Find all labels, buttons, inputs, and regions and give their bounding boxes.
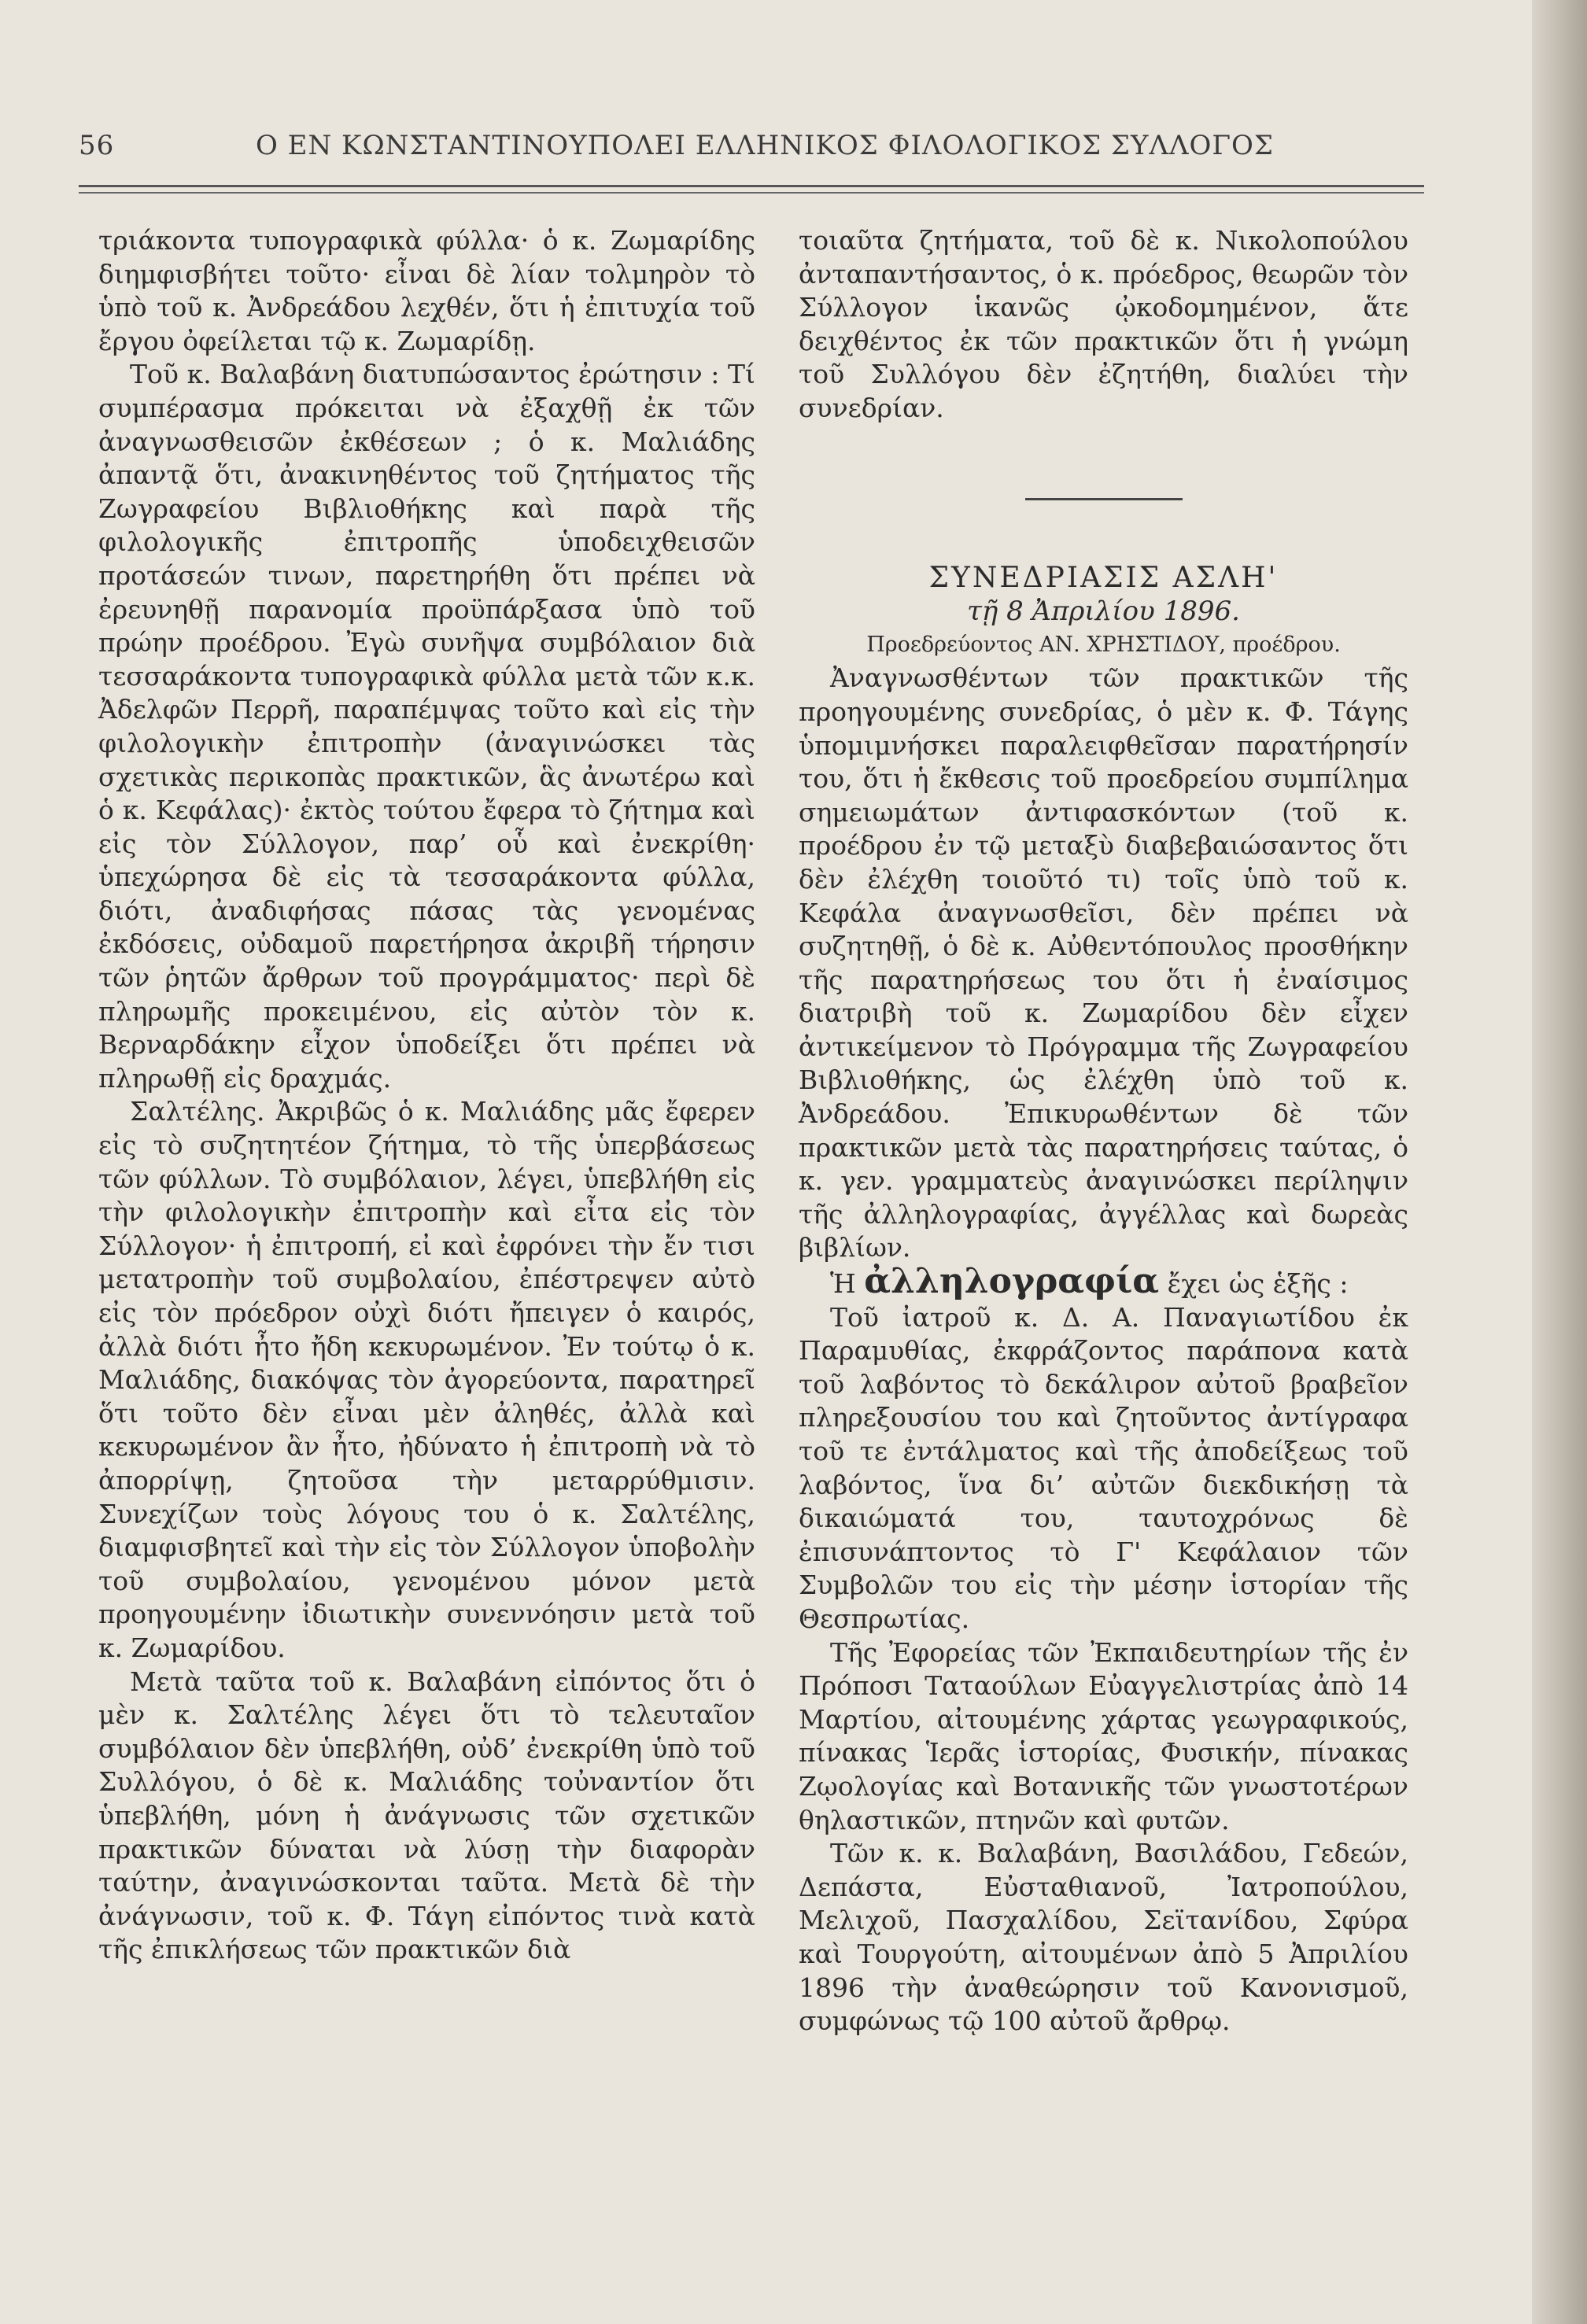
page-edge-shadow	[1532, 0, 1587, 2324]
letter-item: Τῶν κ. κ. Βαλαβάνη, Βασιλάδου, Γεδεών, Δεπάστα, Εὐσταθιανοῦ, Ἰατροπούλου, Μελιχοῦ, Πασχαλίδου, Σεϊτανίδου, Σφύρα καὶ Τουργούτη, αἰτουμένων ἀπὸ 5 Ἀπριλίου 1896 τὴν ἀναθεώρησιν τοῦ Κανονισμοῦ, συμφώνως τῷ 100 αὐτοῦ ἄρθρῳ.	[799, 1838, 1408, 2037]
left-paragraph-3: Σαλτέλης. Ἀκριβῶς ὁ κ. Μαλιάδης μᾶς ἔφερεν εἰς τὸ συζητητέον ζήτημα, τὸ τῆς ὑπερβάσεως τῶν φύλλων. Τὸ συμβόλαιον, λέγει, ὑπεβλήθη εἰς τὴν φιλολογικὴν ἐπιτροπὴν καὶ εἶτα εἰς τὸν Σύλλογον· ἡ ἐπιτροπή, εἰ καὶ ἐφρόνει τὴν ἔν τισι μετατροπὴν τοῦ συμβολαίου, ἐπέστρεψεν αὐτὸ εἰς τὸν πρόεδρον οὐχὶ διότι ἤπειγεν ὁ καιρός, ἀλλὰ διότι ἦτο ἤδη κεκυρωμένον. Ἐν τούτῳ ὁ κ. Μαλιάδης, διακόψας τὸν ἀγορεύοντα, παρατηρεῖ ὅτι τοῦτο δὲν εἶναι μὲν ἀληθές, ἀλλὰ καὶ κεκυρωμένον ἂν ἦτο, ἠδύνατο ἡ ἐπιτροπὴ νὰ τὸ ἀπορρίψῃ, ζητοῦσα τὴν μεταρρύθμισιν. Συνεχίζων τοὺς λόγους του ὁ κ. Σαλτέλης, διαμφισβητεῖ καὶ τὴν εἰς τὸν Σύλλογον ὑποβολὴν τοῦ συμβολαίου, γενομένου μόνον μετὰ προηγουμένην ἰδιωτικὴν συνεννόησιν μετὰ τοῦ κ. Ζωμαρίδου.	[98, 1096, 755, 1663]
left-paragraph-2: Τοῦ κ. Βαλαβάνη διατυπώσαντος ἐρώτησιν : Τί συμπέρασμα πρόκειται νὰ ἐξαχθῇ ἐκ τῶν ἀναγνωσθεισῶν ἐκθέσεων ; ὁ κ. Μαλιάδης ἀπαντᾷ ὅτι, ἀνακινηθέντος τοῦ ζητήματος τῆς Ζωγραφείου Βιβλιοθήκης καὶ παρὰ τῆς φιλολογικῆς ἐπιτροπῆς ὑποδειχθεισῶν προτάσεών τινων, παρετηρήθη ὅτι πρέπει νὰ ἐρευνηθῇ παρανομία προϋπάρξασα ὑπὸ τοῦ πρώην προέδρου. Ἐγὼ συνῆψα συμβόλαιον διὰ τεσσαράκοντα τυπογραφικὰ φύλλα μετὰ τῶν κ.κ. Ἀδελφῶν Περρῆ, παραπέμψας τοῦτο καὶ εἰς τὴν φιλολογικὴν ἐπιτροπὴν (ἀναγινώσκει τὰς σχετικὰς περικοπὰς πρακτικῶν, ἃς ἀνωτέρω καὶ ὁ κ. Κεφάλας)· ἐκτὸς τούτου ἔφερα τὸ ζήτημα καὶ εἰς τὸν Σύλλογον, παρ’ οὗ καὶ ἐνεκρίθη· ὑπεχώρησα δὲ εἰς τὰ τεσσαράκοντα φύλλα, διότι, ἀναδιφήσας πάσας τὰς γενομένας ἐκδόσεις, οὐδαμοῦ παρετήρησα ἀκριβῆ τήρησιν τῶν ῥητῶν ἄρθρων τοῦ προγράμματος· περὶ δὲ πληρωμῆς προκειμένου, εἰς αὐτὸν τὸν κ. Βερναρδάκην εἶχον ὑποδείξει ὅτι πρέπει νὰ πληρωθῇ εἰς δραχμάς.	[98, 359, 755, 1094]
header-rule-secondary	[79, 192, 1424, 194]
minutes-paragraph: Ἀναγνωσθέντων τῶν πρακτικῶν τῆς προηγουμένης συνεδρίας, ὁ μὲν κ. Φ. Τάγης ὑπομιμνήσκει παραλειφθεῖσαν παρατήρησίν του, ὅτι ἡ ἔκθεσις τοῦ προεδρείου συμπίλημα σημειωμάτων ἀντιφασκόντων (τοῦ κ. προέδρου ἐν τῷ μεταξὺ διαβεβαιώσαντος ὅτι δὲν ἐλέχθη τοιοῦτό τι) τοῖς ὑπὸ τοῦ κ. Κεφάλα ἀναγνωσθεῖσι, δὲν πρέπει νὰ συζητηθῇ, ὁ δὲ κ. Αὐθεντόπουλος προσθήκην τῆς παρατηρήσεως του ὅτι ἡ ἐναίσιμος διατριβὴ τοῦ κ. Ζωμαρίδου δὲν εἶχεν ἀντικείμενον τὸ Πρόγραμμα τῆς Ζωγραφείου Βιβλιοθήκης, ὡς ἐλέχθη ὑπὸ τοῦ κ. Ἀνδρεάδου. Ἐπικυρωθέντων δὲ τῶν πρακτικῶν μετὰ τὰς παρατηρήσεις ταύτας, ὁ κ. γεν. γραμματεὺς ἀναγινώσκει περίληψιν τῆς ἀλληλογραφίας, ἀγγέλλας καὶ δωρεὰς βιβλίων.	[799, 662, 1408, 1263]
left-paragraph-1: τριάκοντα τυπογραφικὰ φύλλα· ὁ κ. Ζωμαρίδης διημφισβήτει τοῦτο· εἶναι δὲ λίαν τολμηρὸν τὸ ὑπὸ τοῦ κ. Ἀνδρεάδου λεχθέν, ὅτι ἡ ἐπιτυχία τοῦ ἔργου ὀφείλεται τῷ κ. Ζωμαρίδῃ.	[98, 225, 755, 356]
running-title: Ο ΕΝ ΚΩΝΣΤΑΝΤΙΝΟΥΠΟΛΕΙ ΕΛΛΗΝΙΚΟΣ ΦΙΛΟΛΟΓΙΚΟΣ ΣΥΛΛΟΓΟΣ	[256, 130, 1274, 161]
page-number: 56	[79, 130, 115, 161]
letter-item: Τῆς Ἐφορείας τῶν Ἐκπαιδευτηρίων τῆς ἐν Πρόποσι Ταταούλων Εὐαγγελιστρίας ἀπὸ 14 Μαρτίου, αἰτουμένης χάρτας γεωγραφικούς, πίνακας Ἱερᾶς ἱστορίας, Φυσικήν, πίνακας Ζῳολογίας καὶ Βοτανικῆς τῶν γνωστοτέρων θηλαστικῶν, πτηνῶν καὶ φυτῶν.	[799, 1636, 1408, 1835]
corr-heading-prefix: Ἡ	[830, 1268, 856, 1300]
chair-line: Προεδρεύοντος ΑΝ. ΧΡΗΣΤΙΔΟΥ, προέδρου.	[866, 632, 1341, 657]
correspondence-heading	[799, 1261, 1408, 1302]
right-opening-paragraph: τοιαῦτα ζητήματα, τοῦ δὲ κ. Νικολοπούλου ἀνταπαντήσαντος, ὁ κ. πρόεδρος, θεωρῶν τὸν Σύλλογον ἱκανῶς ᾠκοδομημένον, ἅτε δειχθέντος ἐκ τῶν πρακτικῶν ὅτι ἡ γνώμη τοῦ Συλλόγου δὲν ἐζητήθη, διαλύει τὴν συνεδρίαν.	[799, 225, 1408, 423]
header-rule	[79, 185, 1424, 187]
corr-heading-suffix: ἔχει ὡς ἑξῆς :	[1167, 1268, 1349, 1300]
section-separator	[1025, 498, 1183, 500]
corr-heading-word: ἀλληλογραφία	[864, 1261, 1160, 1302]
right-column	[799, 224, 1408, 2038]
session-title: ΣΥΝΕΔΡΙΑΣΙΣ ΑΣΛΗ'	[928, 561, 1279, 594]
session-date: τῇ 8 Ἀπριλίου 1896.	[967, 596, 1240, 628]
left-column	[98, 224, 755, 1967]
left-paragraph-4: Μετὰ ταῦτα τοῦ κ. Βαλαβάνη εἰπόντος ὅτι ὁ μὲν κ. Σαλτέλης λέγει ὅτι τὸ τελευταῖον συμβόλαιον δὲν ὑπεβλήθη, οὐδ’ ἐνεκρίθη ὑπὸ τοῦ Συλλόγου, ὁ δὲ κ. Μαλιάδης τοὐναντίον ὅτι ὑπεβλήθη, μόνη ἡ ἀνάγνωσις τῶν σχετικῶν πρακτικῶν δύναται νὰ λύσῃ τὴν διαφορὰν ταύτην, ἀναγινώσκονται ταῦτα. Μετὰ δὲ τὴν ἀνάγνωσιν, τοῦ κ. Φ. Τάγη εἰπόντος τινὰ κατὰ τῆς ἐπικλήσεως τῶν πρακτικῶν διὰ	[98, 1666, 755, 1965]
running-header	[79, 130, 1424, 169]
letter-item: Τοῦ ἰατροῦ κ. Δ. Α. Παναγιωτίδου ἐκ Παραμυθίας, ἐκφράζοντος παράπονα κατὰ τοῦ λαβόντος τὸ δεκάλιρον αὐτοῦ βραβεῖον πληρεξουσίου του καὶ ζητοῦντος ἀντίγραφα τοῦ τε ἐντάλματος καὶ τῆς ἀποδείξεως τοῦ λαβόντος, ἵνα δι’ αὐτῶν διεκδικήσῃ τὰ δικαιώματά του, ταυτοχρόνως δὲ ἐπισυνάπτοντος τὸ Γ' Κεφάλαιον τῶν Συμβολῶν του εἰς τὴν μέσην ἱστορίαν τῆς Θεσπρωτίας.	[799, 1301, 1408, 1634]
